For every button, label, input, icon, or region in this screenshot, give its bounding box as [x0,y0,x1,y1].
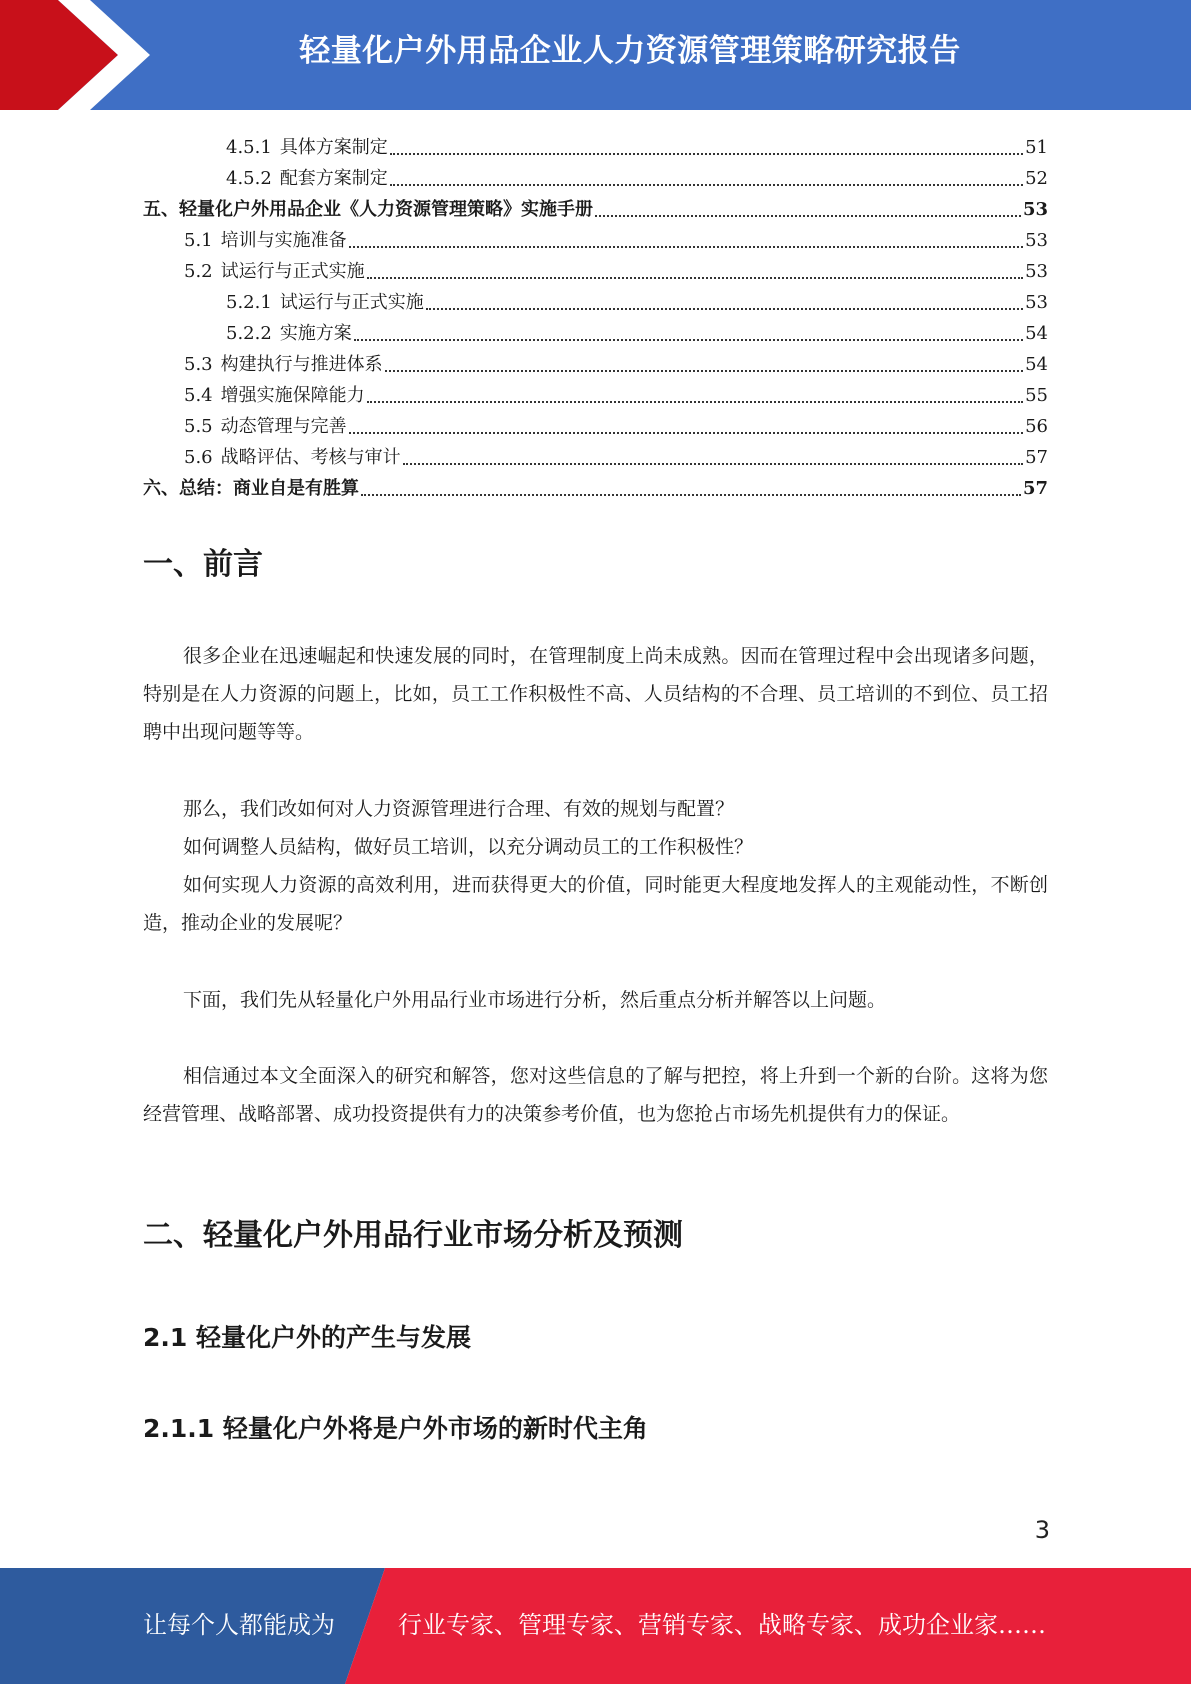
toc-entry-page: 54 [1025,323,1048,344]
document-title: 轻量化户外用品企业人力资源管理策略研究报告 [299,33,961,69]
toc-entry-page: 53 [1022,199,1048,220]
paragraph: 如何实现人力资源的高效利用，进而获得更大的价值，同时能更大程度地发挥人的主观能动性，不断创造，推动企业的发展呢？ [143,874,1048,934]
toc-entry-number: 4.5.2 [226,168,272,189]
toc-entry[interactable] [226,283,1048,314]
toc-leader [385,358,1023,372]
toc-entry-label: 战略评估、考核与审计 [220,447,401,468]
toc-entry[interactable] [184,252,1048,283]
heading-preface: 一、前言 [143,547,263,582]
toc-entry-label: 试运行与正式实施 [220,261,365,282]
toc-entry-number: 5.1 [184,230,213,251]
toc-entry[interactable] [226,159,1048,190]
paragraph: 相信通过本文全面深入的研究和解答，您对这些信息的了解与把控，将上升到一个新的台阶。这将为您经营管理、战略部署、成功投资提供有力的决策参考价值，也为您抢占市场先机提供有力的保证。 [143,1065,1048,1125]
toc-entry-number: 5.2.1 [226,292,272,313]
toc-entry[interactable] [184,407,1048,438]
paragraph: 那么，我们改如何对人力资源管理进行合理、有效的规划与配置？ [183,798,735,820]
toc-entry-label: 动态管理与完善 [220,416,347,437]
heading-section-2-1: 2.1 轻量化户外的产生与发展 [143,1323,471,1352]
heading-section-2-1-1: 2.1.1 轻量化户外将是户外市场的新时代主角 [143,1414,648,1443]
toc-entry-label: 六、总结：商业自是有胜算 [143,478,359,499]
toc-entry-label: 具体方案制定 [279,137,388,158]
toc-leader [354,327,1023,341]
paragraph: 如何调整人员結构，做好员工培训，以充分调动员工的工作积极性？ [183,836,754,858]
toc-entry-label: 构建执行与推进体系 [220,354,383,375]
paragraph: 下面，我们先从轻量化户外用品行业市场进行分析，然后重点分析并解答以上问题。 [183,989,887,1011]
toc-leader [426,296,1023,310]
toc-entry-page: 57 [1025,447,1048,468]
toc-entry-number: 5.4 [184,385,213,406]
toc-leader [390,141,1023,155]
toc-leader [367,265,1023,279]
toc-entry[interactable] [184,376,1048,407]
toc-entry-number: 5.5 [184,416,213,437]
toc-entry-page: 51 [1025,137,1048,158]
toc-entry-number: 5.6 [184,447,213,468]
toc-entry[interactable] [143,190,1048,221]
toc-entry-page: 56 [1025,416,1048,437]
toc-entry[interactable] [226,314,1048,345]
toc-entry-page: 55 [1025,385,1048,406]
toc-entry-label: 培训与实施准备 [220,230,347,251]
toc-entry-label: 试运行与正式实施 [279,292,424,313]
toc-entry-page: 53 [1025,292,1048,313]
toc-entry-label: 配套方案制定 [279,168,388,189]
toc-leader [390,172,1023,186]
toc-entry[interactable] [143,469,1048,500]
toc-entry-number: 5.2 [184,261,213,282]
toc-entry[interactable] [184,438,1048,469]
toc-leader [367,389,1023,403]
toc-entry[interactable] [226,128,1048,159]
heading-market-analysis: 二、轻量化户外用品行业市场分析及预测 [143,1218,683,1253]
toc-entry-number: 4.5.1 [226,137,272,158]
toc-entry-label: 实施方案 [279,323,352,344]
toc-entry-page: 53 [1025,261,1048,282]
page-number: 3 [1034,1516,1050,1544]
toc-leader [349,234,1023,248]
toc-leader [403,451,1023,465]
toc-leader [361,482,1021,496]
page-footer [0,1568,1191,1684]
toc-entry-page: 54 [1025,354,1048,375]
footer-slogan-left: 让每个人都能成为 [143,1611,335,1639]
toc-entry-page: 53 [1025,230,1048,251]
page-header [0,0,1191,110]
toc-entry-label: 增强实施保障能力 [220,385,365,406]
toc-leader [349,420,1023,434]
toc-entry-number: 5.2.2 [226,323,272,344]
toc-entry[interactable] [184,345,1048,376]
toc-entry[interactable] [184,221,1048,252]
toc-entry-page: 57 [1022,478,1048,499]
toc-entry-label: 五、轻量化户外用品企业《人力资源管理策略》实施手册 [143,199,593,220]
toc-entry-number: 5.3 [184,354,213,375]
footer-slogan-right: 行业专家、管理专家、营销专家、战略专家、成功企业家…… [398,1611,1046,1639]
toc-entry-page: 52 [1025,168,1048,189]
paragraph: 很多企业在迅速崛起和快速发展的同时，在管理制度上尚未成熟。因而在管理过程中会出现诸多问题，特别是在人力资源的问题上，比如，员工工作积极性不高、人员结构的不合理、员工培训的不到位、员工招聘中出现问题等等。 [143,645,1048,743]
toc-leader [595,203,1021,217]
